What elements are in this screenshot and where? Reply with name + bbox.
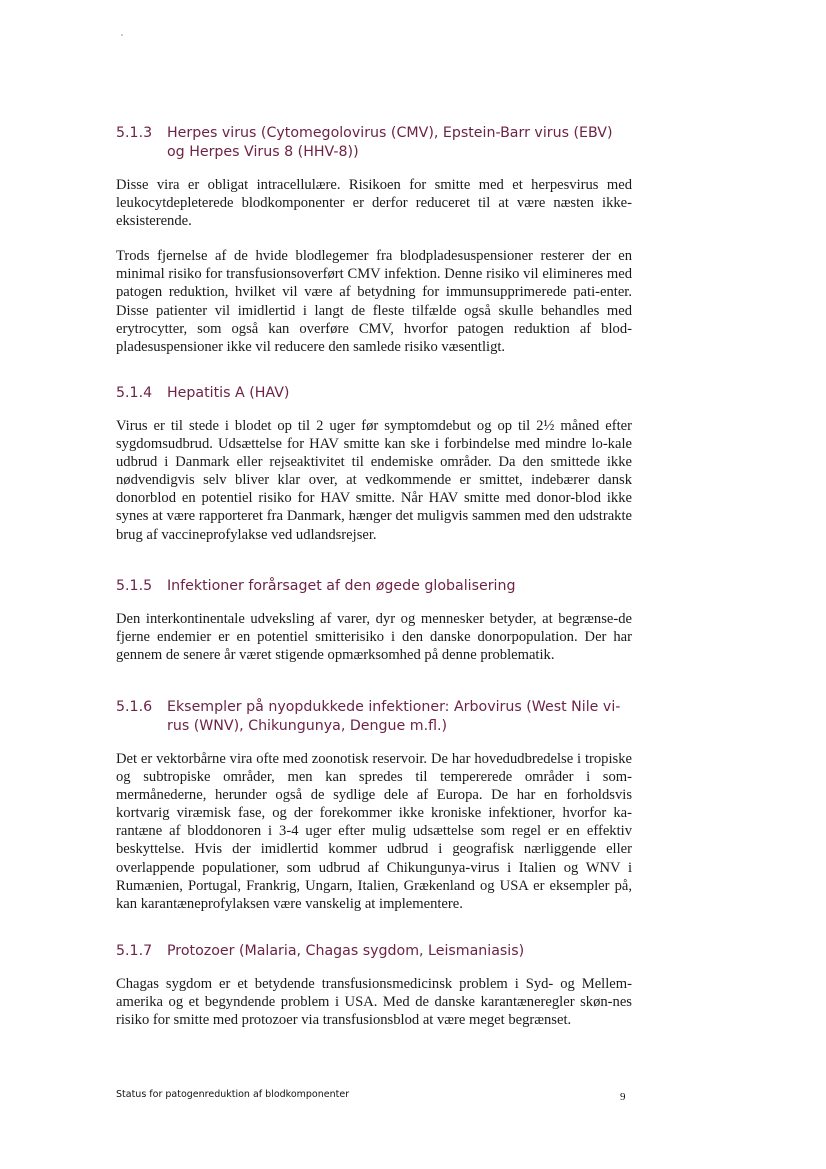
section-5-1-7 xyxy=(116,942,632,1029)
paragraph: Chagas sygdom er et betydende transfusionsmedicinsk problem i Syd- og Mellem-amerika og et begyndende problem i USA. Med de danske karantæneregler skøn-nes risiko for smitte med protozoer via transfusionsblod at være meget begrænset. xyxy=(116,976,632,1029)
paragraph: Det er vektorbårne vira ofte med zoonotisk reservoir. De har hovedudbredelse i tropiske og subtropiske områder, men kan spredes til tempererede områder i som-mermånederne, herunder også de sydlige dele af Europa. De har en forholdsvis kortvarig viræmisk fase, og der forekommer ikke kroniske infektioner, hvorfor ka-rantæne af bloddonoren i 3-4 uger efter mulig udsættelse som regel er en effektiv beskyttelse. Hvis der imidlertid kommer udbrud i geografisk nærliggende eller overlappende populationer, som udbrud af Chikungunya-virus i Italien og WNV i Rumænien, Portugal, Frankrig, Ungarn, Italien, Grækenland og USA er eksempler på, kan karantæneprofylaksen være vanskelig at implementere. xyxy=(116,751,632,912)
section-title: Herpes virus (Cytomegolovirus (CMV), Epstein-Barr virus (EBV) og Herpes Virus 8 (HHV-8)) xyxy=(167,125,613,160)
section-number: 5.1.7 xyxy=(116,943,153,959)
paragraph: Disse vira er obligat intracellulære. Risikoen for smitte med et herpesvirus med leukocytdepleterede blodkomponenter er derfor reduceret til at være næsten ikke-eksisterende. xyxy=(116,177,632,230)
section-title: Hepatitis A (HAV) xyxy=(167,385,290,401)
page-number: 9 xyxy=(620,1091,626,1103)
section-heading xyxy=(116,698,632,736)
section-5-1-5 xyxy=(116,577,632,664)
paragraph: Den interkontinentale udveksling af varer, dyr og mennesker betyder, at begrænse-de fjerne endemier er en potentiel smitterisiko i den danske donorpopulation. Der har gennem de senere år været stigende opmærksomhed på denne problematik. xyxy=(116,611,632,664)
section-5-1-4 xyxy=(116,384,632,544)
section-5-1-3 xyxy=(116,124,632,356)
section-heading xyxy=(116,384,632,403)
section-number: 5.1.6 xyxy=(116,699,153,715)
footer-title: Status for patogenreduktion af blodkomponenter xyxy=(116,1089,350,1100)
section-number: 5.1.4 xyxy=(116,385,153,401)
paragraph: Trods fjernelse af de hvide blodlegemer fra blodpladesuspensioner resterer der en minimal risiko for transfusionsoverført CMV infektion. Denne risiko vil elimineres med patogen reduktion, hvilket vil være af betydning for immunsupprimerede pati-enter. Disse patienter vil imidlertid i langt de fleste tilfælde også skulle behandles med erytrocytter, som også kan overføre CMV, hvorfor patogen reduktion af blod-pladesuspensioner ikke vil reducere den samlede risiko væsentligt. xyxy=(116,248,632,355)
section-number: 5.1.3 xyxy=(116,125,153,141)
scan-speck xyxy=(121,34,123,36)
section-number: 5.1.5 xyxy=(116,578,153,594)
section-5-1-6 xyxy=(116,698,632,913)
section-heading xyxy=(116,124,632,162)
section-heading xyxy=(116,577,632,596)
section-title: Protozoer (Malaria, Chagas sygdom, Leismaniasis) xyxy=(167,943,525,959)
paragraph: Virus er til stede i blodet op til 2 uger før symptomdebut og op til 2½ måned efter sygdomsudbrud. Udsættelse for HAV smitte kan ske i forbindelse med mindre lo-kale udbrud i Danmark eller rejseaktivitet til endemiske områder. Da den smittede ikke nødvendigvis selv bliver klar over, at vedkommende er smittet, indebærer dansk donorblod en potentiel risiko for HAV smitte. Når HAV smitte med donor-blod ikke synes at være rapporteret fra Danmark, hænger det muligvis sammen med den udstrakte brug af vaccineprofylakse ved udlandsrejser. xyxy=(116,418,632,543)
section-title: Infektioner forårsaget af den øgede globalisering xyxy=(167,578,516,594)
section-heading xyxy=(116,942,632,961)
section-title: Eksempler på nyopdukkede infektioner: Arbovirus (West Nile vi-rus (WNV), Chikungunya, Dengue m.fl.) xyxy=(167,699,621,734)
